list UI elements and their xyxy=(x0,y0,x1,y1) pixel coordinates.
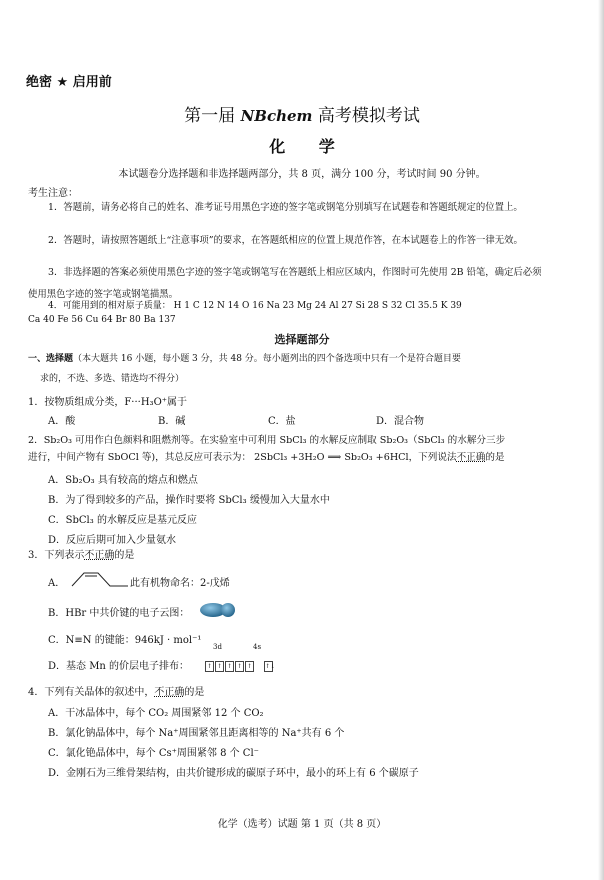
exam-title xyxy=(0,101,604,126)
q4-stem-text: 4．下列有关晶体的叙述中， xyxy=(28,687,155,698)
q3-stem xyxy=(28,546,134,561)
part-header xyxy=(28,351,461,364)
q1-option-c: C．盐 xyxy=(268,416,296,427)
orbital-3d-box-3: ↑ xyxy=(226,663,233,670)
exam-intro: 本试题卷分选择题和非选择题两部分，共 8 页，满分 100 分，考试时间 90 分钟。 xyxy=(118,169,486,180)
subject-title: 化 学 xyxy=(269,137,349,156)
page-edge-shadow xyxy=(598,0,604,880)
note-3: 3．非选择题的答案必须使用黑色字迹的签字笔或钢笔写在答题纸上相应区域内，作图时可先使用 2B 铅笔，确定后必须使用黑色字迹的签字笔或钢笔描黑。 xyxy=(28,267,542,300)
q4-option-d: D．金刚石为三维骨架结构，由共价键形成的碳原子环中，最小的环上有 6 个碳原子 xyxy=(48,768,419,779)
q3-stem-end: 的是 xyxy=(114,550,135,561)
q2-stem-line1: 2．Sb₂O₃ 可用作白色颜料和阻燃剂等。在实验室中可利用 SbCl₃ 的水解反应制取 Sb₂O₃（SbCl₃ 的水解分三步 xyxy=(28,435,506,446)
orbital-3d-box-5: ↑ xyxy=(246,663,253,670)
pentene-skeletal-structure xyxy=(70,570,132,588)
q3-option-a-text: 此有机物命名：2-戊烯 xyxy=(130,578,230,589)
note-4-line2: Ca 40 Fe 56 Cu 64 Br 80 Ba 137 xyxy=(28,315,176,325)
orbital-3d-box-1: ↑ xyxy=(206,663,213,670)
part-desc-2: 求的，不选、多选、错选均不得分） xyxy=(40,374,185,384)
title-brand: NBchem xyxy=(240,107,313,125)
q1-option-b: B．碱 xyxy=(158,416,186,427)
orbital-3d-box-4: ↑ xyxy=(236,663,243,670)
q3-option-a-label: A． xyxy=(48,578,66,589)
electron-cloud-icon xyxy=(198,600,238,619)
q3-option-b: B．HBr 中共价键的电子云图： xyxy=(48,608,190,619)
q1-stem: 1．按物质组成分类，F···H₃O⁺属于 xyxy=(28,397,188,408)
page-footer: 化学（选考）试题 第 1 页（共 8 页） xyxy=(217,819,387,830)
q4-option-a: A．干冰晶体中，每个 CO₂ 周围紧邻 12 个 CO₂ xyxy=(48,708,264,719)
q3-option-c: C．N≡N 的键能：946kJ · mol⁻¹ xyxy=(48,635,202,646)
orbital-3d-box-2: ↑ xyxy=(216,663,223,670)
q3-stem-text: 3．下列表示 xyxy=(28,550,85,561)
q2-stem-line2 xyxy=(28,449,505,463)
q2-emphasis: 不正确 xyxy=(456,452,486,463)
confidential-label: 绝密 ★ 启用前 xyxy=(26,75,112,90)
q4-emphasis: 不正确 xyxy=(154,687,185,698)
orbital-4s-label: 4s xyxy=(253,643,262,651)
q3-emphasis: 不正确 xyxy=(84,550,115,561)
notes-heading: 考生注意： xyxy=(28,188,78,199)
note-1: 1．答题前，请务必将自己的姓名、准考证号用黑色字迹的签字笔或钢笔分别填写在试题卷和答题纸规定的位置上。 xyxy=(48,202,523,213)
q1-option-a: A．酸 xyxy=(48,416,76,427)
q2-option-a: A．Sb₂O₃ 具有较高的熔点和燃点 xyxy=(48,475,198,486)
q4-option-b: B．氯化钠晶体中，每个 Na⁺周围紧邻且距离相等的 Na⁺共有 6 个 xyxy=(48,728,345,739)
note-2: 2．答题时，请按照答题纸上“注意事项”的要求，在答题纸相应的位置上规范作答，在本试题卷上的作答一律无效。 xyxy=(48,235,523,246)
q2-option-b: B．为了得到较多的产品，操作时要将 SbCl₃ 缓慢加入大量水中 xyxy=(48,495,330,506)
orbital-4s-box: ↑↓ xyxy=(265,663,276,670)
note-4-line1: 4．可能用到的相对原子质量： H 1 C 12 N 14 O 16 Na 23 Mg 24 Al 27 Si 28 S 32 Cl 35.5 K 39 xyxy=(48,301,462,311)
q2-stem-end: 的是 xyxy=(485,452,505,463)
q2-option-c: C．SbCl₃ 的水解反应是基元反应 xyxy=(48,515,197,526)
q4-option-c: C．氯化铯晶体中，每个 Cs⁺周围紧邻 8 个 Cl⁻ xyxy=(48,748,259,759)
q4-stem xyxy=(28,683,204,698)
q2-option-d: D．反应后期可加入少量氨水 xyxy=(48,535,177,546)
section-title: 选择题部分 xyxy=(274,333,330,346)
part-desc-1: （本大题共 16 小题，每小题 3 分，共 48 分。每小题列出的四个备选项中只有一个是符合题目要 xyxy=(73,354,461,364)
q3-option-d: D．基态 Mn 的价层电子排布： xyxy=(48,661,190,672)
part-label: 一、选择题 xyxy=(28,354,74,364)
title-suffix: 高考模拟考试 xyxy=(317,106,420,126)
q2-stem-text: 进行，中间产物有 SbOCl 等)，其总反应可表示为： 2SbCl₃ +3H₂O ⟹ Sb₂O₃ +6HCl，下列说法 xyxy=(28,452,457,463)
title-prefix: 第一届 xyxy=(184,106,236,126)
q1-option-d: D．混合物 xyxy=(376,416,425,427)
orbital-3d-label: 3d xyxy=(213,643,222,651)
q4-stem-end: 的是 xyxy=(184,687,205,698)
